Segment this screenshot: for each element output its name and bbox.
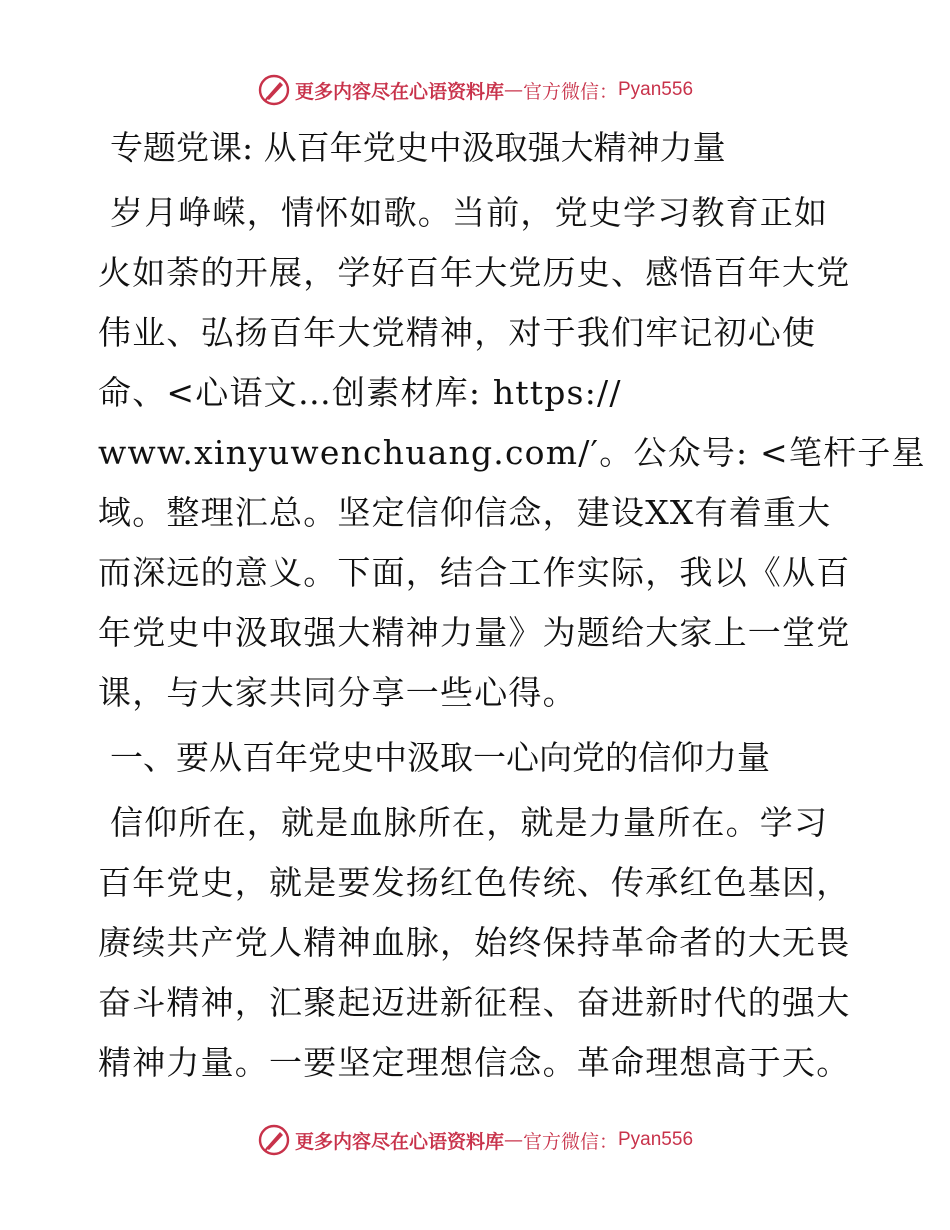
- text-line: 伟业、弘扬百年大党精神，对于我们牢记初心使: [98, 313, 817, 352]
- text-line: 百年党史，就是要发扬红色传统、传承红色基因，: [98, 863, 851, 902]
- banner-label: 官方微信：: [522, 80, 618, 103]
- banner-separator: —: [503, 79, 523, 101]
- section-heading: 一、要从百年党史中汲取一心向党的信仰力量: [110, 738, 770, 777]
- footer-banner: [0, 1120, 950, 1160]
- text-line: 精神力量。一要坚定理想信念。革命理想高于天。: [98, 1043, 851, 1082]
- text-line: 赓续共产党人精神血脉，始终保持革命者的大无畏: [98, 923, 851, 962]
- text-line: 奋斗精神，汇聚起迈进新征程、奋进新时代的强大: [98, 983, 851, 1022]
- banner-text: 更多内容尽在心语资料库: [294, 1130, 504, 1153]
- quill-circle-icon: [257, 73, 291, 107]
- text-line: 信仰所在，就是血脉所在，就是力量所在。学习: [110, 803, 829, 842]
- intro-paragraph: [98, 183, 926, 723]
- banner-handle: Pyan556: [618, 79, 694, 100]
- text-line: 年党史中汲取强大精神力量》为题给大家上一堂党: [98, 613, 851, 652]
- text-line: 命、<心语文…创素材库: https://: [98, 373, 622, 412]
- text-line: www.xinyuwenchuang.com/′。公众号: <笔杆子星: [98, 433, 926, 472]
- banner-handle: Pyan556: [618, 1129, 694, 1150]
- text-line: 而深远的意义。下面，结合工作实际，我以《从百: [98, 553, 851, 592]
- document-body: [98, 120, 926, 1100]
- text-line: 岁月峥嵘，情怀如歌。当前，党史学习教育正如: [110, 193, 829, 232]
- banner-separator: —: [503, 1129, 523, 1151]
- banner-text: 更多内容尽在心语资料库: [294, 80, 504, 103]
- document-title: 专题党课: 从百年党史中汲取强大精神力量: [110, 128, 726, 167]
- text-line: 域。整理汇总。坚定信仰信念，建设XX有着重大: [98, 493, 832, 532]
- header-banner: [0, 70, 950, 110]
- section-paragraph: [98, 793, 858, 1093]
- banner-label: 官方微信：: [522, 1130, 618, 1153]
- text-line: 火如荼的开展，学好百年大党历史、感悟百年大党: [98, 253, 851, 292]
- quill-circle-icon: [257, 1123, 291, 1157]
- text-line: 课，与大家共同分享一些心得。: [98, 673, 577, 712]
